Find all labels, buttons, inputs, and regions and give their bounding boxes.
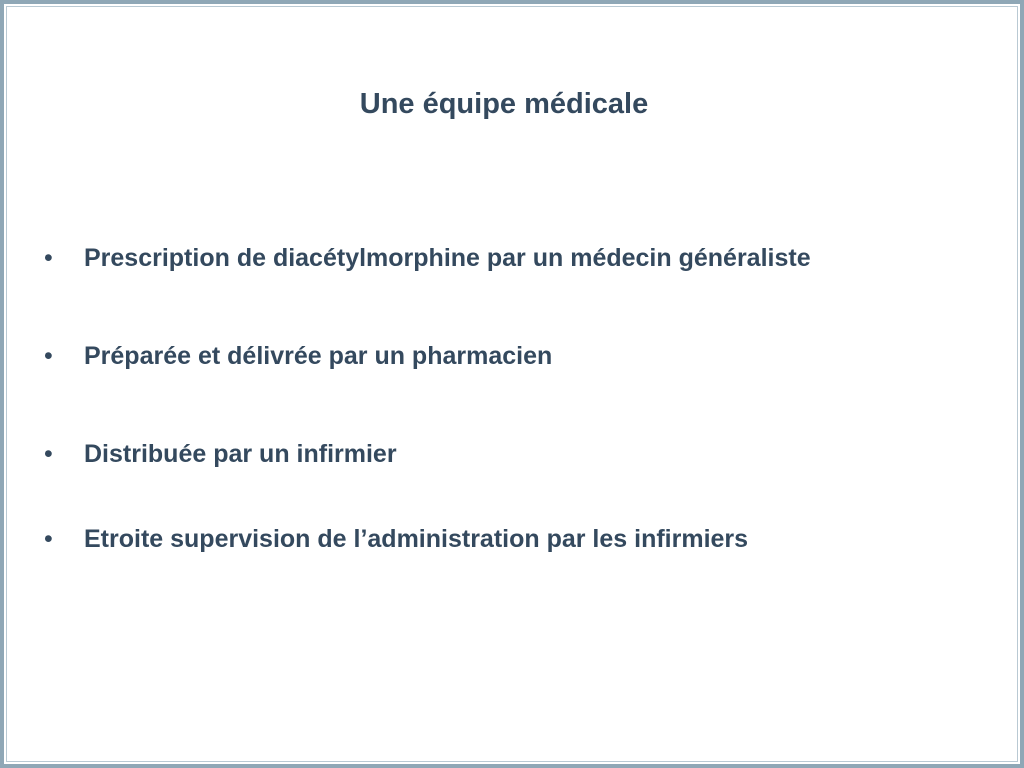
bullet-dot-icon: • (44, 244, 53, 272)
bullet-dot-icon: • (44, 440, 53, 468)
bullet-text: Distribuée par un infirmier (84, 440, 397, 468)
bullet-item (44, 525, 748, 554)
slide-title: Une équipe médicale (359, 88, 649, 120)
bullet-text: Etroite supervision de l’administration par les infirmiers (84, 525, 749, 553)
bullet-item (44, 440, 397, 469)
bullet-item (44, 342, 552, 371)
bullet-item (44, 244, 811, 273)
bullet-text: Prescription de diacétylmorphine par un médecin généraliste (84, 244, 811, 272)
bullet-text: Préparée et délivrée par un pharmacien (84, 342, 553, 370)
bullet-dot-icon: • (44, 525, 53, 553)
bullet-dot-icon: • (44, 342, 53, 370)
